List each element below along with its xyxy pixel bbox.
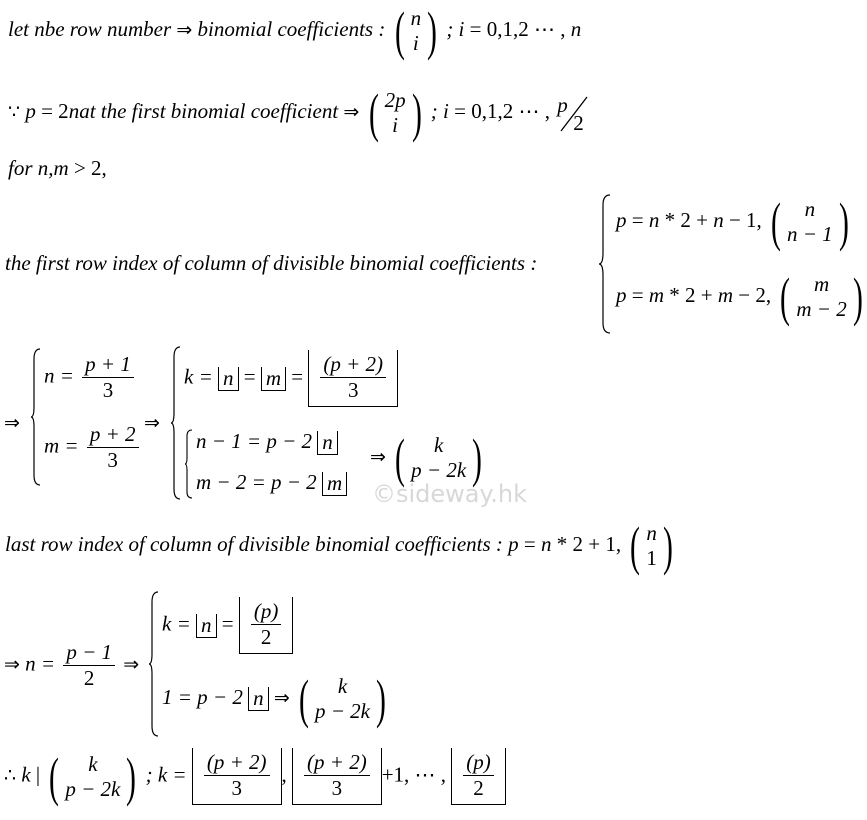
watermark: ©sideway.hk	[372, 480, 528, 508]
binomial-2p-i: ( 2p i )	[368, 83, 422, 143]
one-lhs: 1 = p − 2	[162, 684, 243, 709]
frac-den: 3	[107, 448, 118, 473]
binomial-k-p-2k: ( k p − 2k )	[299, 669, 386, 729]
slash-line	[555, 93, 591, 133]
k-lhs: k =	[184, 364, 213, 389]
floor-fraction-p-over-2	[239, 597, 294, 654]
line5-sub2	[196, 470, 347, 496]
frac-den: 3	[102, 378, 114, 403]
line5-m-eq	[44, 422, 142, 473]
slash-den: 2	[573, 111, 584, 135]
line2-tail-i: ; i	[430, 98, 449, 123]
case1-n: n	[648, 207, 660, 232]
divides-bar: |	[35, 762, 41, 787]
slash-fraction-p-2	[555, 93, 591, 133]
line7-one-eq	[162, 669, 390, 729]
floor-fraction-2	[292, 748, 382, 805]
implies-arrow: ⇒	[123, 653, 140, 676]
implies-arrow: ⇒	[4, 653, 20, 676]
case2-lhs: p	[616, 282, 627, 307]
floor-n: n	[317, 431, 338, 455]
line-4-case2	[616, 267, 867, 327]
line7-n-eq	[4, 640, 139, 691]
because-symbol: ∵	[8, 100, 21, 123]
frac-num: p − 1	[63, 640, 115, 666]
left-brace-2	[30, 347, 42, 487]
case1-lhs: p	[616, 207, 627, 232]
line2-p: p	[25, 98, 36, 123]
line-2	[8, 83, 591, 143]
binomial-m-m-2: ( m m − 2 )	[780, 267, 863, 327]
case1-rest: * 2 +	[664, 207, 714, 232]
fraction-p-plus-2-over-3	[84, 422, 142, 473]
frac-num: p + 1	[82, 352, 134, 378]
floor-fraction-1	[192, 748, 282, 805]
binomial-n-1: ( n 1 )	[630, 516, 673, 576]
implies-arrow: ⇒	[4, 412, 20, 434]
implies-arrow: ⇒	[343, 100, 360, 123]
line2-text: nat the first binomial coefficient	[68, 98, 339, 123]
binom-top: n	[804, 197, 816, 222]
line5-arrow2	[144, 410, 160, 435]
left-brace-4	[184, 428, 194, 500]
fraction-p-minus-1-over-2	[60, 640, 118, 691]
sub1-lhs: n − 1 = p − 2	[196, 429, 313, 453]
implies-arrow: ⇒	[370, 445, 386, 468]
frac-den: 2	[260, 625, 272, 650]
frac-den: 3	[347, 378, 359, 403]
left-brace-3	[170, 345, 182, 501]
binom-bottom: i	[412, 31, 419, 55]
case2-eq: =	[631, 282, 649, 307]
line2-eq: = 2	[41, 98, 69, 123]
case1-eq: =	[631, 207, 649, 232]
line7-k-eq	[162, 597, 293, 654]
binom-bottom: 1	[646, 546, 657, 570]
line6-text: last row index of column of divisible binomial coefficients :	[5, 531, 503, 556]
case2-tail: − 2,	[738, 282, 772, 307]
case1-tail: − 1,	[728, 207, 762, 232]
binom-top: n	[646, 521, 657, 546]
implies-arrow: ⇒	[144, 412, 160, 434]
fraction-p-plus-1-over-3	[79, 352, 137, 403]
binom-bottom: p − 2k	[65, 776, 121, 801]
frac-num: (p + 2)	[320, 352, 386, 378]
line1-text2: binomial coefficients :	[197, 16, 386, 41]
line1-text: let nbe row number	[8, 16, 172, 41]
line-6	[5, 516, 677, 576]
n-lhs: n =	[25, 651, 56, 676]
k-eq: =	[221, 611, 234, 636]
case1-n2: n	[713, 207, 724, 232]
slash-num: p	[557, 93, 568, 117]
line8-plus-one: +1, ⋯ ,	[381, 762, 447, 787]
binomial-n-i: ( n i )	[394, 1, 438, 61]
floor-n: n	[248, 687, 269, 711]
frac-num: (p)	[251, 599, 282, 625]
frac-num: (p)	[463, 750, 494, 776]
line8-semicolon-k: ; k =	[145, 762, 187, 787]
case2-m: m	[648, 282, 665, 307]
line-4-case1	[616, 192, 853, 252]
frac-den: 3	[231, 776, 242, 801]
line3-text: for n,m	[8, 156, 69, 180]
binom-top: k	[337, 674, 348, 699]
therefore-symbol: ∴	[4, 764, 17, 787]
left-brace-5	[148, 590, 160, 738]
line6-eq: =	[523, 531, 541, 556]
k-lhs: k =	[162, 611, 191, 636]
binom-top: k	[88, 751, 98, 776]
binom-bottom: p − 2k	[315, 699, 370, 723]
frac-num: (p + 2)	[204, 750, 270, 776]
frac-den: 2	[83, 666, 95, 691]
binom-bottom: i	[392, 113, 398, 137]
line8-k: k	[21, 762, 31, 787]
binom-bottom: n − 1	[787, 222, 833, 246]
implies-arrow: ⇒	[176, 18, 193, 41]
line6-rest: * 2 + 1,	[556, 531, 622, 556]
line5-binom	[370, 428, 486, 488]
binom-bottom: m − 2	[796, 297, 847, 321]
k-eq: =	[243, 364, 256, 389]
line6-n: n	[541, 531, 552, 556]
floor-m: m	[322, 472, 347, 496]
binom-top: n	[410, 6, 422, 31]
case2-m2: m	[717, 282, 734, 307]
frac-num: p + 2	[87, 422, 139, 448]
line2-tail-eq: = 0,1,2 ⋯ ,	[454, 98, 550, 123]
k-eq2: =	[291, 364, 304, 389]
case2-rest: * 2 +	[669, 282, 718, 307]
floor-m: m	[261, 367, 286, 391]
n-lhs: n =	[44, 363, 74, 388]
binomial-n-n-1: ( n n − 1 )	[771, 192, 849, 252]
line-1	[8, 1, 582, 61]
binomial-k-p-2k: ( k p − 2k )	[395, 428, 483, 488]
line5-n-eq	[44, 352, 137, 403]
implies-arrow: ⇒	[273, 686, 290, 709]
floor-n: n	[218, 367, 239, 391]
sub2-lhs: m − 2 = p − 2	[196, 470, 317, 494]
line-3	[8, 156, 107, 181]
binomial-k-p-2k: ( k p − 2k )	[49, 746, 137, 807]
line8-comma: ,	[281, 762, 287, 787]
line6-p: p	[508, 531, 519, 556]
line1-tail-n: n	[570, 16, 582, 41]
frac-num: (p + 2)	[304, 750, 370, 776]
line5-k-eq	[184, 350, 398, 407]
line5-sub1	[196, 429, 338, 455]
binom-top: m	[813, 272, 830, 297]
binom-top: 2p	[384, 88, 406, 113]
floor-fraction-3	[451, 748, 506, 805]
binom-bottom: p − 2k	[411, 458, 467, 482]
line-8	[4, 748, 506, 805]
line-4-text: the first row index of column of divisible binomial coefficients :	[5, 251, 538, 275]
left-brace-1	[598, 193, 612, 335]
floor-n: n	[196, 614, 217, 638]
line3-rest: > 2,	[73, 156, 107, 180]
frac-den: 3	[331, 776, 343, 801]
frac-den: 2	[473, 776, 484, 801]
line1-tail-i: ; i	[446, 16, 465, 41]
m-lhs: m =	[44, 433, 79, 458]
binom-top: k	[433, 433, 444, 458]
line1-tail-eq: = 0,1,2 ⋯ ,	[469, 16, 566, 41]
floor-fraction-p-plus-2-over-3	[308, 350, 398, 407]
line5-arrow	[4, 410, 20, 435]
